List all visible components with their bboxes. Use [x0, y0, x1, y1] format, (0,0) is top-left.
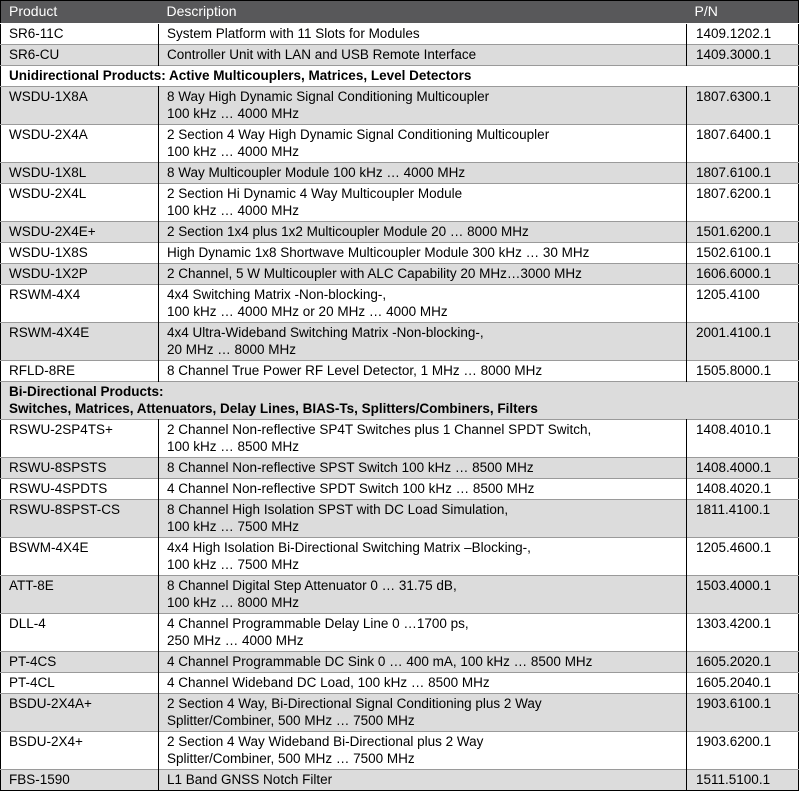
- product-cell: DLL-4: [1, 614, 159, 652]
- product-row: [1, 673, 799, 694]
- product-row: [1, 479, 799, 500]
- description-line: 4 Channel Programmable DC Sink 0 … 400 mA, 100 kHz … 8500 MHz: [167, 654, 593, 669]
- pn-cell: 1606.6000.1: [687, 264, 799, 285]
- description-line: 250 MHz … 4000 MHz: [167, 633, 304, 648]
- section-header-line: Switches, Matrices, Attenuators, Delay Lines, BIAS-Ts, Splitters/Combiners, Filters: [9, 401, 538, 416]
- product-row: [1, 184, 799, 222]
- description-cell: [159, 125, 687, 163]
- description-line: 4 Channel Wideband DC Load, 100 kHz … 8500 MHz: [167, 675, 490, 690]
- pn-cell: 1903.6100.1: [687, 694, 799, 732]
- product-cell: BSDU-2X4A+: [1, 694, 159, 732]
- product-cell: WSDU-1X8S: [1, 243, 159, 264]
- description-line: 2 Channel Non-reflective SP4T Switches plus 1 Channel SPDT Switch,: [167, 422, 592, 437]
- description-line: Controller Unit with LAN and USB Remote Interface: [167, 47, 477, 62]
- product-row: [1, 652, 799, 673]
- description-cell: [159, 694, 687, 732]
- description-line: 100 kHz … 8500 MHz: [167, 439, 300, 454]
- description-line: 8 Way Multicoupler Module 100 kHz … 4000 MHz: [167, 165, 466, 180]
- product-row: [1, 420, 799, 458]
- description-cell: [159, 285, 687, 323]
- column-header-pn: P/N: [687, 1, 799, 24]
- description-cell: [159, 576, 687, 614]
- product-row: [1, 264, 799, 285]
- pn-cell: 1408.4000.1: [687, 458, 799, 479]
- description-cell: [159, 163, 687, 184]
- product-row: [1, 500, 799, 538]
- description-cell: [159, 264, 687, 285]
- section-header-line: Unidirectional Products: Active Multicouplers, Matrices, Level Detectors: [9, 68, 472, 83]
- description-cell: [159, 184, 687, 222]
- column-header-description: Description: [159, 1, 687, 24]
- product-row: [1, 87, 799, 125]
- product-row: [1, 694, 799, 732]
- product-cell: BSWM-4X4E: [1, 538, 159, 576]
- description-line: 100 kHz … 4000 MHz or 20 MHz … 4000 MHz: [167, 304, 448, 319]
- product-cell: SR6-CU: [1, 45, 159, 66]
- description-line: 8 Channel Digital Step Attenuator 0 … 31.75 dB,: [167, 578, 457, 593]
- description-cell: [159, 45, 687, 66]
- description-line: Splitter/Combiner, 500 MHz … 7500 MHz: [167, 751, 415, 766]
- description-line: 100 kHz … 7500 MHz: [167, 519, 300, 534]
- section-header-row: [1, 382, 799, 420]
- description-line: System Platform with 11 Slots for Modules: [167, 26, 420, 41]
- pn-cell: 1501.6200.1: [687, 222, 799, 243]
- product-cell: WSDU-1X8L: [1, 163, 159, 184]
- description-cell: [159, 420, 687, 458]
- pn-cell: 1303.4200.1: [687, 614, 799, 652]
- product-cell: RSWM-4X4E: [1, 323, 159, 361]
- description-cell: [159, 323, 687, 361]
- description-line: 100 kHz … 8000 MHz: [167, 595, 300, 610]
- pn-cell: 1205.4600.1: [687, 538, 799, 576]
- section-header: [1, 66, 799, 87]
- product-cell: RSWU-8SPSTS: [1, 458, 159, 479]
- description-cell: [159, 770, 687, 791]
- table-body: [1, 24, 799, 791]
- description-cell: [159, 614, 687, 652]
- table-header: [1, 1, 799, 24]
- description-cell: [159, 24, 687, 45]
- description-line: 2 Section 1x4 plus 1x2 Multicoupler Module 20 … 8000 MHz: [167, 224, 529, 239]
- product-row: [1, 45, 799, 66]
- pn-cell: 1807.6300.1: [687, 87, 799, 125]
- pn-cell: 1502.6100.1: [687, 243, 799, 264]
- product-row: [1, 614, 799, 652]
- pn-cell: 1807.6100.1: [687, 163, 799, 184]
- pn-cell: 2001.4100.1: [687, 323, 799, 361]
- pn-cell: 1205.4100: [687, 285, 799, 323]
- column-header-product: Product: [1, 1, 159, 24]
- product-cell: RFLD-8RE: [1, 361, 159, 382]
- pn-cell: 1511.5100.1: [687, 770, 799, 791]
- product-row: [1, 458, 799, 479]
- product-cell: WSDU-2X4E+: [1, 222, 159, 243]
- description-line: 100 kHz … 4000 MHz: [167, 144, 300, 159]
- product-row: [1, 770, 799, 791]
- section-header: [1, 382, 799, 420]
- pn-cell: 1807.6400.1: [687, 125, 799, 163]
- description-line: 2 Section 4 Way High Dynamic Signal Conditioning Multicoupler: [167, 127, 550, 142]
- product-row: [1, 163, 799, 184]
- description-line: 2 Section 4 Way Wideband Bi-Directional plus 2 Way: [167, 734, 484, 749]
- description-line: 8 Way High Dynamic Signal Conditioning Multicoupler: [167, 89, 490, 104]
- description-line: 20 MHz … 8000 MHz: [167, 342, 297, 357]
- product-cell: PT-4CS: [1, 652, 159, 673]
- product-row: [1, 243, 799, 264]
- product-row: [1, 285, 799, 323]
- description-line: 100 kHz … 4000 MHz: [167, 106, 300, 121]
- table-header-row: [1, 1, 799, 24]
- product-row: [1, 361, 799, 382]
- product-cell: RSWU-2SP4TS+: [1, 420, 159, 458]
- product-row: [1, 538, 799, 576]
- description-line: Splitter/Combiner, 500 MHz … 7500 MHz: [167, 713, 415, 728]
- description-line: 2 Section 4 Way, Bi-Directional Signal Conditioning plus 2 Way: [167, 696, 542, 711]
- pn-cell: 1408.4010.1: [687, 420, 799, 458]
- description-cell: [159, 652, 687, 673]
- pn-cell: 1503.4000.1: [687, 576, 799, 614]
- product-cell: RSWU-4SPDTS: [1, 479, 159, 500]
- product-row: [1, 125, 799, 163]
- description-cell: [159, 87, 687, 125]
- product-cell: PT-4CL: [1, 673, 159, 694]
- pn-cell: 1408.4020.1: [687, 479, 799, 500]
- description-line: 4x4 High Isolation Bi-Directional Switching Matrix –Blocking-,: [167, 540, 531, 555]
- product-cell: WSDU-2X4A: [1, 125, 159, 163]
- description-cell: [159, 361, 687, 382]
- description-cell: [159, 243, 687, 264]
- description-line: 4 Channel Programmable Delay Line 0 …1700 ps,: [167, 616, 469, 631]
- description-line: 4x4 Switching Matrix -Non-blocking-,: [167, 287, 387, 302]
- pn-cell: 1409.1202.1: [687, 24, 799, 45]
- section-header-line: Bi-Directional Products:: [9, 384, 164, 399]
- description-line: 4 Channel Non-reflective SPDT Switch 100 kHz … 8500 MHz: [167, 481, 535, 496]
- product-cell: RSWM-4X4: [1, 285, 159, 323]
- pn-cell: 1807.6200.1: [687, 184, 799, 222]
- pn-cell: 1605.2020.1: [687, 652, 799, 673]
- description-cell: [159, 538, 687, 576]
- pn-cell: 1409.3000.1: [687, 45, 799, 66]
- description-line: 100 kHz … 4000 MHz: [167, 203, 300, 218]
- product-cell: WSDU-1X8A: [1, 87, 159, 125]
- description-line: 8 Channel Non-reflective SPST Switch 100 kHz … 8500 MHz: [167, 460, 534, 475]
- description-cell: [159, 673, 687, 694]
- description-cell: [159, 732, 687, 770]
- product-cell: RSWU-8SPST-CS: [1, 500, 159, 538]
- description-cell: [159, 222, 687, 243]
- pn-cell: 1605.2040.1: [687, 673, 799, 694]
- product-cell: BSDU-2X4+: [1, 732, 159, 770]
- product-cell: SR6-11C: [1, 24, 159, 45]
- product-cell: WSDU-1X2P: [1, 264, 159, 285]
- pn-cell: 1903.6200.1: [687, 732, 799, 770]
- product-row: [1, 323, 799, 361]
- description-line: 4x4 Ultra-Wideband Switching Matrix -Non-blocking-,: [167, 325, 484, 340]
- product-row: [1, 732, 799, 770]
- product-cell: WSDU-2X4L: [1, 184, 159, 222]
- description-line: 8 Channel High Isolation SPST with DC Load Simulation,: [167, 502, 509, 517]
- description-cell: [159, 479, 687, 500]
- description-line: L1 Band GNSS Notch Filter: [167, 772, 333, 787]
- pn-cell: 1505.8000.1: [687, 361, 799, 382]
- description-cell: [159, 458, 687, 479]
- description-line: 8 Channel True Power RF Level Detector, 1 MHz … 8000 MHz: [167, 363, 543, 378]
- product-cell: FBS-1590: [1, 770, 159, 791]
- pn-cell: 1811.4100.1: [687, 500, 799, 538]
- description-line: High Dynamic 1x8 Shortwave Multicoupler Module 300 kHz … 30 MHz: [167, 245, 590, 260]
- description-line: 2 Channel, 5 W Multicoupler with ALC Capability 20 MHz…3000 MHz: [167, 266, 582, 281]
- product-cell: ATT-8E: [1, 576, 159, 614]
- description-line: 2 Section Hi Dynamic 4 Way Multicoupler Module: [167, 186, 463, 201]
- description-line: 100 kHz … 7500 MHz: [167, 557, 300, 572]
- product-row: [1, 222, 799, 243]
- product-row: [1, 576, 799, 614]
- description-cell: [159, 500, 687, 538]
- product-row: [1, 24, 799, 45]
- section-header-row: [1, 66, 799, 87]
